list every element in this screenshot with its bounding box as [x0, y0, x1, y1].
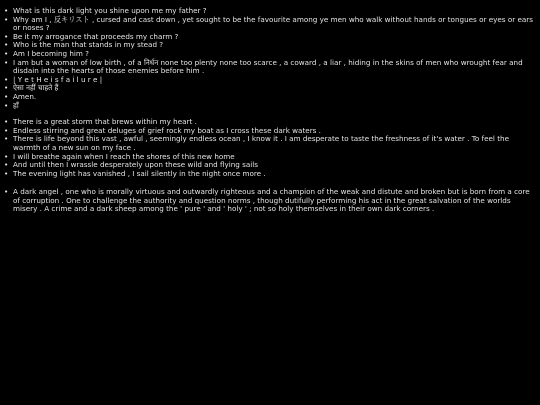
verse-list-2 — [4, 118, 536, 178]
list-item: • There is life beyond this vast , awful , seemingly endless ocean , I know it . I am desperate to taste the freshness of it's water . To feel the warmth of a new sun on my face . — [4, 135, 536, 152]
list-item: • Be it my arrogance that proceeds my charm ? — [4, 33, 536, 42]
list-item: • Amen. — [4, 93, 536, 102]
list-item: • Endless stirring and great deluges of grief rock my boat as I cross these dark waters . — [4, 127, 536, 136]
verse-list-3 — [4, 188, 536, 214]
list-item: • Am I becoming him ? — [4, 50, 536, 59]
list-item: • The evening light has vanished , I sail silently in the night once more . — [4, 170, 536, 179]
list-item: • And until then I wrassle desperately upon these wild and flying sails — [4, 161, 536, 170]
list-item: • हाँ — [4, 102, 536, 111]
list-item: • Who is the man that stands in my stead ? — [4, 41, 536, 50]
list-item: • There is a great storm that brews within my heart . — [4, 118, 536, 127]
list-item: • | Y e t H e i s f a i l u r e | — [4, 76, 536, 85]
verse-list-1 — [4, 7, 536, 110]
list-item: • I will breathe again when I reach the shores of this new home — [4, 153, 536, 162]
list-item: • A dark angel , one who is morally virtuous and outwardly righteous and a champion of the weak and distute and broken but is born from a core of corruption . One to challenge the authority and question norms , though dutifully performing his act in the great salvation of the worlds misery . A crime and a dark sheep among the ' pure ' and ' holy ' ; not so holy themselves in their own dark corners . — [4, 188, 536, 214]
list-item: • ऐसा नहीं चाहते हैं — [4, 84, 536, 93]
list-item: • Why am I , 反キリスト , cursed and cast down , yet sought to be the favourite among ye men who walk without hands or tongues or eyes or ears or noses ? — [4, 16, 536, 33]
list-item: • What is this dark light you shine upon me my father ? — [4, 7, 536, 16]
list-item: • I am but a woman of low birth , of a निर्धन none too plenty none too scarce , a coward , a liar , hiding in the skins of men who wrought fear and disdain into the hearts of those enemies before him . — [4, 59, 536, 76]
